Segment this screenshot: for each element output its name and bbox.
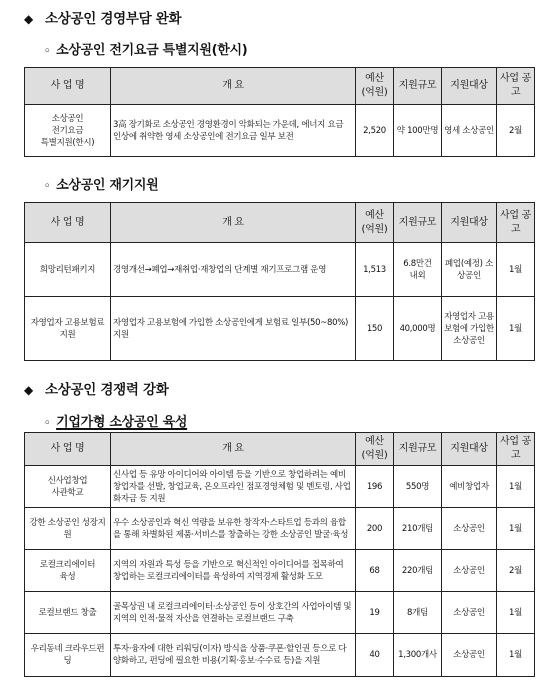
- header-budget: 예산 (억원): [356, 433, 394, 466]
- cell-target: 예비창업자: [442, 466, 497, 508]
- cell-name: 강한 소상공인 성장지원: [25, 508, 111, 550]
- cell-scale: 1,300개사: [394, 634, 442, 677]
- cell-target: 소상공인: [442, 634, 497, 677]
- cell-scale: 40,000명: [394, 297, 442, 361]
- cell-notice: 1월: [497, 592, 535, 634]
- cell-target: 자영업자 고용보험에 가입한 소상공인: [442, 297, 497, 361]
- table-header-row: [25, 433, 535, 466]
- cell-desc: 지역의 자원과 특성 등을 기반으로 혁신적인 아이디어를 접목하여 창업하는 로컬크리에이터를 육성하여 지역경제 활성화 도모: [111, 550, 356, 592]
- cell-budget: 19: [356, 592, 394, 634]
- header-scale: 지원규모: [394, 433, 442, 466]
- cell-desc: 3高 장기화로 소상공인 경영환경이 악화되는 가운데, 에너지 요금 인상에 취약한 영세 소상공인에 전기요금 일부 보전: [111, 105, 356, 157]
- table-row: [25, 105, 535, 157]
- table-electricity: [24, 67, 535, 157]
- cell-desc: 투자·융자에 대한 리워딩(이자) 방식을 상품·쿠폰·할인권 등으로 다양화하고, 펀딩에 필요한 비용(기획·홍보·수수료 등)을 지원: [111, 634, 356, 677]
- cell-budget: 200: [356, 508, 394, 550]
- circle-bullet-icon: ◦: [44, 181, 51, 192]
- header-notice: 사업 공 고: [497, 68, 535, 105]
- header-target: 지원대상: [442, 68, 497, 105]
- circle-bullet-icon: ◦: [44, 418, 51, 429]
- diamond-bullet-icon: ◆: [24, 383, 33, 397]
- header-desc: 개 요: [111, 68, 356, 105]
- table-header-row: [25, 203, 535, 243]
- cell-target: 소상공인: [442, 508, 497, 550]
- header-notice: 사업 공 고: [497, 203, 535, 243]
- table-row: [25, 243, 535, 297]
- table-row: [25, 508, 535, 550]
- cell-scale: 약 100만명: [394, 105, 442, 157]
- table-row: [25, 550, 535, 592]
- header-desc: 개 요: [111, 203, 356, 243]
- cell-name: 소상공인 전기요금 특별지원(한시): [25, 105, 111, 157]
- section-heading-competitiveness: ◆ 소상공인 경쟁력 강화: [24, 382, 169, 398]
- cell-notice: 1월: [497, 466, 535, 508]
- cell-scale: 6.8만건 내외: [394, 243, 442, 297]
- cell-budget: 40: [356, 634, 394, 677]
- cell-budget: 196: [356, 466, 394, 508]
- header-name: 사 업 명: [25, 203, 111, 243]
- cell-scale: 210개팀: [394, 508, 442, 550]
- cell-name: 로컬브랜드 창출: [25, 592, 111, 634]
- table-recovery: [24, 202, 535, 361]
- table-row: [25, 297, 535, 361]
- cell-notice: 1월: [497, 297, 535, 361]
- cell-budget: 68: [356, 550, 394, 592]
- cell-notice: 1월: [497, 243, 535, 297]
- cell-scale: 220개팀: [394, 550, 442, 592]
- cell-budget: 150: [356, 297, 394, 361]
- table-row: [25, 592, 535, 634]
- subsection-heading-recovery: ◦ 소상공인 재기지원: [44, 178, 159, 193]
- cell-name: 우리동네 크라우드펀딩: [25, 634, 111, 677]
- subsection-heading-entrepreneur: ◦ 기업가형 소상공인 육성: [44, 415, 188, 430]
- cell-name: 신사업창업 사관학교: [25, 466, 111, 508]
- cell-scale: 550명: [394, 466, 442, 508]
- cell-target: 영세 소상공인: [442, 105, 497, 157]
- cell-target: 소상공인: [442, 592, 497, 634]
- table-row: [25, 466, 535, 508]
- cell-notice: 2월: [497, 105, 535, 157]
- header-scale: 지원규모: [394, 203, 442, 243]
- header-name: 사 업 명: [25, 433, 111, 466]
- header-target: 지원대상: [442, 433, 497, 466]
- table-entrepreneur: [24, 432, 535, 677]
- header-target: 지원대상: [442, 203, 497, 243]
- diamond-bullet-icon: ◆: [24, 12, 33, 26]
- cell-scale: 8개팀: [394, 592, 442, 634]
- header-name: 사 업 명: [25, 68, 111, 105]
- cell-desc: 골목상권 내 로컬크리에이터·소상공인 등이 상호간의 사업아이템 및 지역의 인적·물적 자산을 연결하는 로컬브랜드 구축: [111, 592, 356, 634]
- header-desc: 개 요: [111, 433, 356, 466]
- cell-desc: 우수 소상공인과 혁신 역량을 보유한 창작자·스타트업 등과의 융합을 통해 차별화된 제품·서비스를 창출하는 강한 소상공인 발굴·육성: [111, 508, 356, 550]
- cell-notice: 2월: [497, 550, 535, 592]
- cell-budget: 2,520: [356, 105, 394, 157]
- header-notice: 사업 공 고: [497, 433, 535, 466]
- cell-name: 자영업자 고용보험료 지원: [25, 297, 111, 361]
- header-budget: 예산 (억원): [356, 68, 394, 105]
- table-header-row: [25, 68, 535, 105]
- cell-budget: 1,513: [356, 243, 394, 297]
- circle-bullet-icon: ◦: [44, 46, 51, 57]
- cell-desc: 자영업자 고용보험에 가입한 소상공인에게 보험료 일부(50~80%) 지원: [111, 297, 356, 361]
- cell-notice: 1월: [497, 634, 535, 677]
- cell-target: 소상공인: [442, 550, 497, 592]
- cell-name: 희망리턴패키지: [25, 243, 111, 297]
- cell-desc: 경영개선→폐업→재취업·재창업의 단계별 재기프로그램 운영: [111, 243, 356, 297]
- header-scale: 지원규모: [394, 68, 442, 105]
- section-heading-burden: ◆ 소상공인 경영부담 완화: [24, 11, 182, 27]
- cell-target: 폐업(예정) 소상공인: [442, 243, 497, 297]
- cell-notice: 1월: [497, 508, 535, 550]
- table-row: [25, 634, 535, 677]
- cell-desc: 신사업 등 유망 아이디어와 아이템 등을 기반으로 창업하려는 예비창업자를 선발, 창업교육, 온오프라인 점포경영체험 및 멘토링, 사업화자금 등 지원: [111, 466, 356, 508]
- cell-name: 로컬크리에이터 육성: [25, 550, 111, 592]
- header-budget: 예산 (억원): [356, 203, 394, 243]
- subsection-heading-electricity: ◦ 소상공인 전기요금 특별지원(한시): [44, 43, 248, 58]
